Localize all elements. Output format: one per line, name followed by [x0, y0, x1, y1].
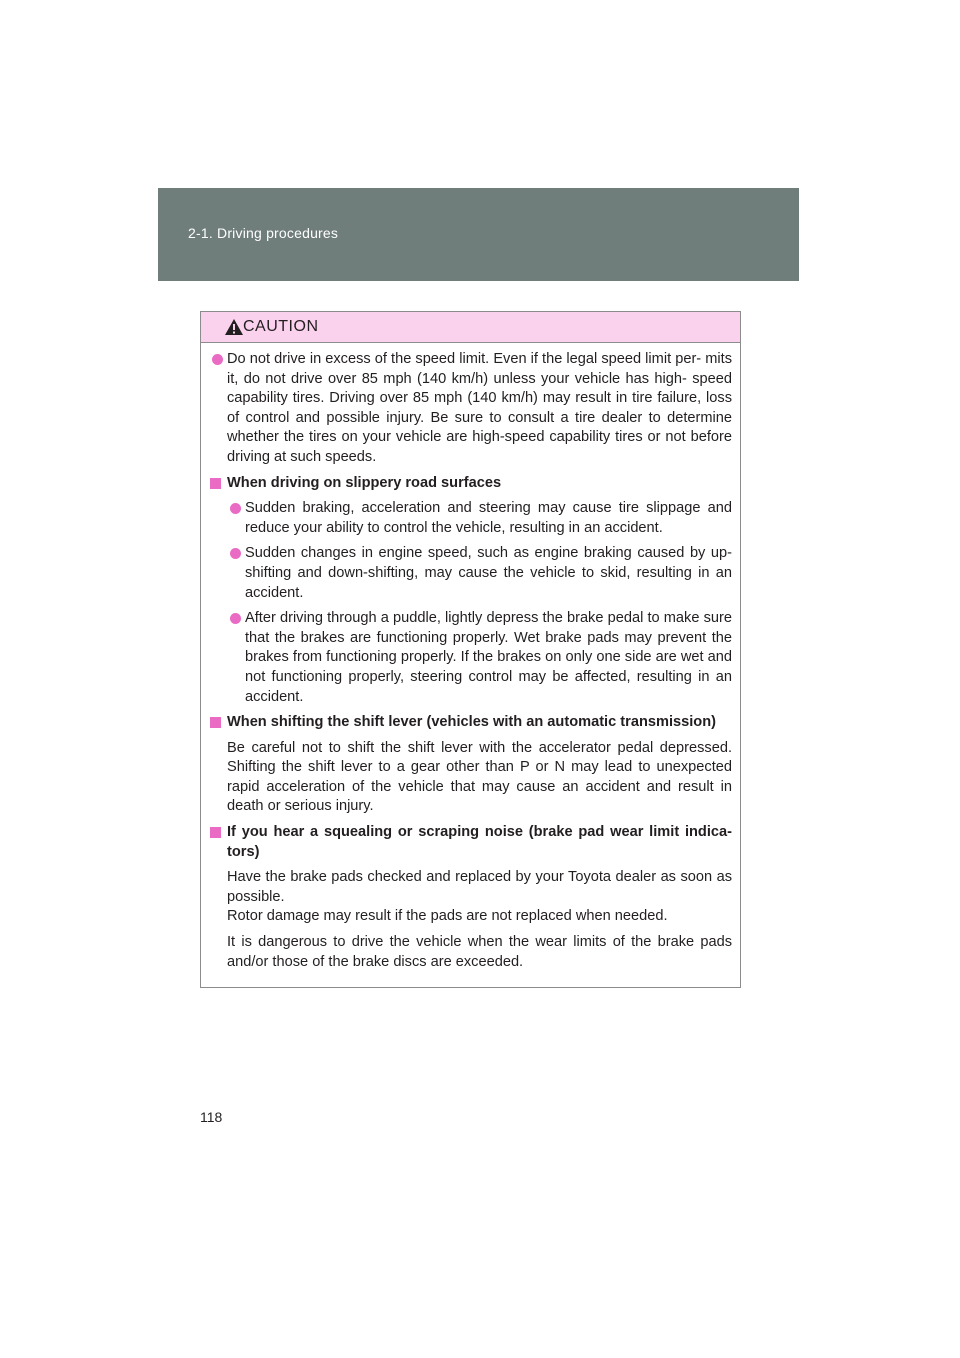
section-paragraph	[209, 933, 732, 972]
bullet-text: Sudden braking, acceleration and steering may cause tire slippage and reduce your ability to control the vehicle, resulting in an accident.	[245, 500, 732, 536]
bullet-dot-icon	[212, 354, 223, 365]
caution-box	[200, 311, 741, 988]
bullet-dot-icon	[230, 548, 241, 559]
warning-triangle-icon	[224, 318, 244, 336]
section-heading	[209, 474, 732, 494]
section-heading-text: When shifting the shift lever (vehicles with an automatic transmission)	[227, 714, 716, 731]
bullet-text: Sudden changes in engine speed, such as engine braking caused by up- shifting and down-shifting, may cause the vehicle to skid, resulting in an accident.	[245, 545, 732, 601]
square-bullet-icon	[210, 717, 221, 728]
section-heading	[209, 713, 732, 733]
bullet-item	[227, 499, 732, 538]
square-bullet-icon	[210, 478, 221, 489]
section-paragraph	[209, 868, 732, 927]
section-heading	[209, 823, 732, 862]
paragraph-text: Have the brake pads checked and replaced by your Toyota dealer as soon as possible.	[227, 869, 732, 905]
section-title: 2-1. Driving procedures	[188, 225, 339, 241]
bullet-text: After driving through a puddle, lightly depress the brake pedal to make sure that the brakes are functioning properly. Wet brake pads may prevent the brakes from functioning properly. If the brakes on only one side are wet and not functioning properly, steering control may be affected, resulting in an accident.	[245, 610, 732, 705]
square-bullet-icon	[210, 827, 221, 838]
bullet-item	[209, 350, 732, 468]
bullet-dot-icon	[230, 503, 241, 514]
section-heading-text: If you hear a squealing or scraping noise (brake pad wear limit indica- tors)	[227, 824, 732, 860]
bullet-text: Do not drive in excess of the speed limit. Even if the legal speed limit per- mits it, do not drive over 85 mph (140 km/h) unless your vehicle has high- speed capability tires. Driving over 85 mph (140 km/h) may result in tire failure, loss of control and possible injury. Be sure to consult a tire dealer to determine whether the tires on your vehicle are high-speed capability tires or not before driving at such speeds.	[227, 351, 732, 465]
section-heading-text: When driving on slippery road surfaces	[227, 474, 502, 491]
paragraph-text: It is dangerous to drive the vehicle when the wear limits of the brake pads and/or those of the brake discs are exceeded.	[227, 934, 732, 970]
header-band	[158, 188, 799, 281]
section-paragraph	[209, 739, 732, 817]
caution-body	[201, 343, 740, 972]
bullet-item	[227, 544, 732, 603]
page-number: 118	[200, 1109, 223, 1125]
caution-header	[201, 312, 740, 343]
caution-title: CAUTION	[243, 318, 319, 335]
paragraph-text: Rotor damage may result if the pads are not replaced when needed.	[227, 908, 668, 925]
bullet-item	[227, 609, 732, 707]
section-bullets	[209, 499, 732, 707]
paragraph-text: Be careful not to shift the shift lever with the accelerator pedal depressed. Shifting the shift lever to a gear other than P or N may lead to unexpected rapid acceleration of the vehicle that may cause an accident and result in death or serious injury.	[227, 739, 732, 815]
bullet-dot-icon	[230, 613, 241, 624]
